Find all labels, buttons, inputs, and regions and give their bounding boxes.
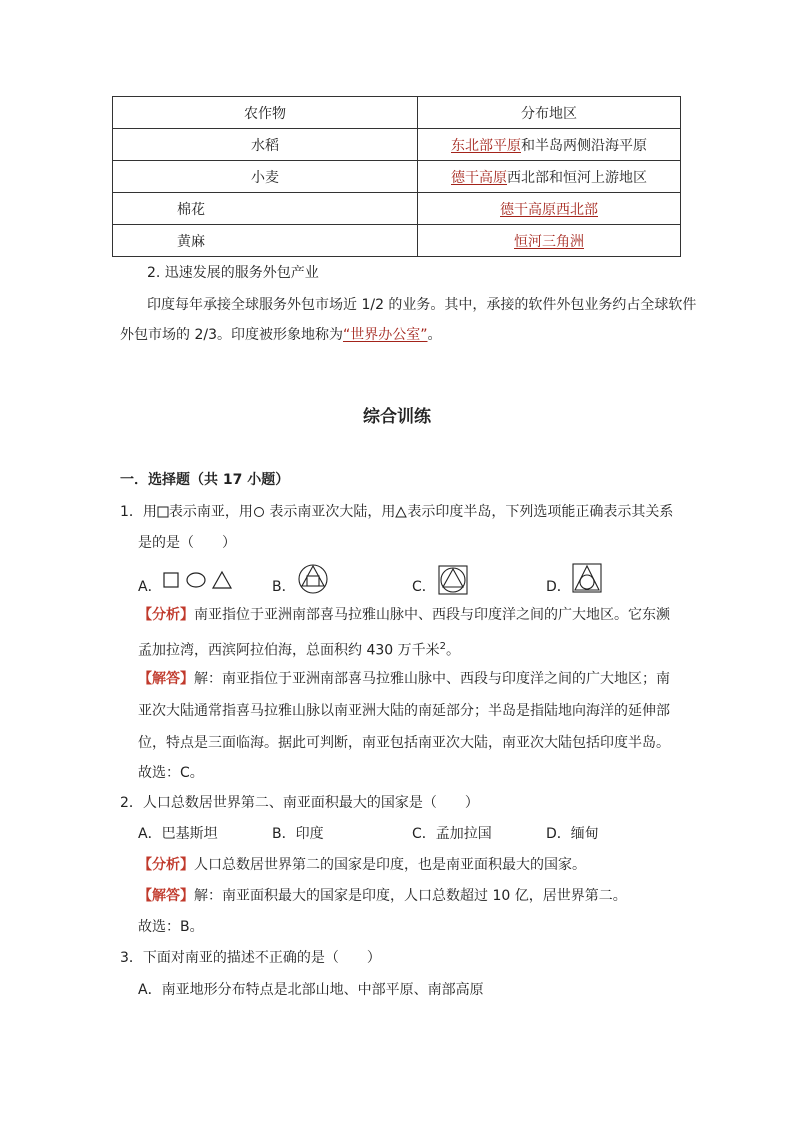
table-header-row: [113, 97, 681, 129]
answer-line: 位，特点是三面临海。据此可判断，南亚包括南亚次大陆，南亚次大陆包括印度半岛。: [138, 735, 670, 751]
table-cell-region: [418, 225, 681, 257]
table-cell-crop: 黄麻: [113, 225, 418, 257]
option-a-label: A．: [138, 579, 162, 595]
stem-text: 表示印度半岛，下列选项能正确表示其关系: [407, 504, 674, 520]
answer-text: 解：南亚指位于亚洲南部喜马拉雅山脉中、西段与印度洋之间的广大地区；南: [194, 671, 670, 687]
circle-icon: [253, 506, 265, 518]
analysis-line: [138, 855, 586, 875]
table-row: [113, 129, 681, 161]
option-a: A．南亚地形分布特点是北部山地、中部平原、南部高原: [138, 982, 484, 998]
square-icon: [157, 506, 169, 518]
triangle-icon: [395, 506, 407, 518]
option-d-label: D．: [546, 579, 571, 595]
option-b-diagram: [297, 563, 329, 595]
option-c-label: C．: [412, 579, 436, 595]
table-cell-crop: 小麦: [113, 161, 418, 193]
page-title: 综合训练: [363, 407, 431, 427]
question-stem: 3．下面对南亚的描述不正确的是（ ）: [120, 950, 381, 966]
answer-line: [138, 669, 670, 689]
analysis-line: [138, 637, 460, 661]
table-cell-region: [418, 129, 681, 161]
crop-distribution-table: [112, 96, 681, 257]
analysis-text: 。: [446, 642, 460, 659]
paragraph-text: 外包市场的 2/3。印度被形象地称为: [120, 327, 343, 343]
section-heading: 2. 迅速发展的服务外包产业: [147, 265, 319, 281]
option-a-diagram: [162, 570, 234, 590]
part-heading: 一．选择题（共 17 小题）: [120, 472, 290, 488]
option-c-diagram: [438, 565, 468, 595]
option-c: C．孟加拉国: [412, 826, 492, 842]
highlight-term: “世界办公室”: [342, 327, 428, 343]
option-b: B．印度: [272, 826, 324, 842]
answer-line: [138, 886, 627, 906]
answer-text: 解：南亚面积最大的国家是印度，人口总数超过 10 亿，居世界第二。: [194, 888, 627, 904]
option-b-label: B．: [272, 579, 296, 595]
region-highlight: 恒河三角洲: [514, 233, 584, 250]
question-stem: 是的是（ ）: [138, 535, 236, 551]
table-cell-region: [418, 193, 681, 225]
table-cell-region: [418, 161, 681, 193]
paragraph-line: [120, 325, 442, 345]
table-header-region: 分布地区: [418, 97, 681, 129]
analysis-tag: 【分析】: [138, 857, 194, 873]
answer-choice: 故选：C。: [138, 765, 204, 781]
analysis-tag: 【分析】: [138, 607, 194, 623]
stem-text: 表示南亚，用: [168, 504, 253, 520]
table-row: [113, 161, 681, 193]
answer-tag: 【解答】: [138, 888, 194, 904]
answer-tag: 【解答】: [138, 671, 194, 687]
answer-line: 亚次大陆通常指喜马拉雅山脉以南亚洲大陆的南延部分；半岛是指陆地向海洋的延伸部: [138, 703, 670, 719]
stem-text: 表示南亚次大陆，用: [264, 504, 396, 520]
region-highlight: 德干高原西北部: [500, 201, 598, 218]
option-d: D．缅甸: [546, 826, 599, 842]
paragraph-text: 。: [427, 327, 442, 343]
answer-choice: 故选：B。: [138, 919, 204, 935]
question-stem: [120, 502, 673, 522]
table-cell-crop: 水稻: [113, 129, 418, 161]
paragraph-line: 印度每年承接全球服务外包市场近 1/2 的业务。其中，承接的软件外包业务约占全球软件: [147, 297, 697, 313]
region-highlight: 德干高原: [451, 169, 507, 186]
region-text: 西北部和恒河上游地区: [507, 169, 647, 186]
stem-text: 1．用: [120, 504, 157, 520]
table-cell-crop: 棉花: [113, 193, 418, 225]
table-header-crop: 农作物: [113, 97, 418, 129]
superscript: 2: [439, 641, 446, 652]
region-text: 和半岛两侧沿海平原: [521, 137, 647, 154]
analysis-text: 南亚指位于亚洲南部喜马拉雅山脉中、西段与印度洋之间的广大地区。它东濒: [194, 607, 670, 623]
table-row: [113, 225, 681, 257]
analysis-line: [138, 605, 670, 625]
option-d-diagram: [572, 563, 602, 593]
table-row: [113, 193, 681, 225]
option-a: A．巴基斯坦: [138, 826, 218, 842]
region-highlight: 东北部平原: [451, 137, 521, 154]
analysis-text: 人口总数居世界第二的国家是印度，也是南亚面积最大的国家。: [194, 857, 586, 873]
analysis-text: 孟加拉湾，西滨阿拉伯海，总面积约 430 万千米: [138, 642, 440, 659]
question-stem: 2．人口总数居世界第二、南亚面积最大的国家是（ ）: [120, 795, 479, 811]
